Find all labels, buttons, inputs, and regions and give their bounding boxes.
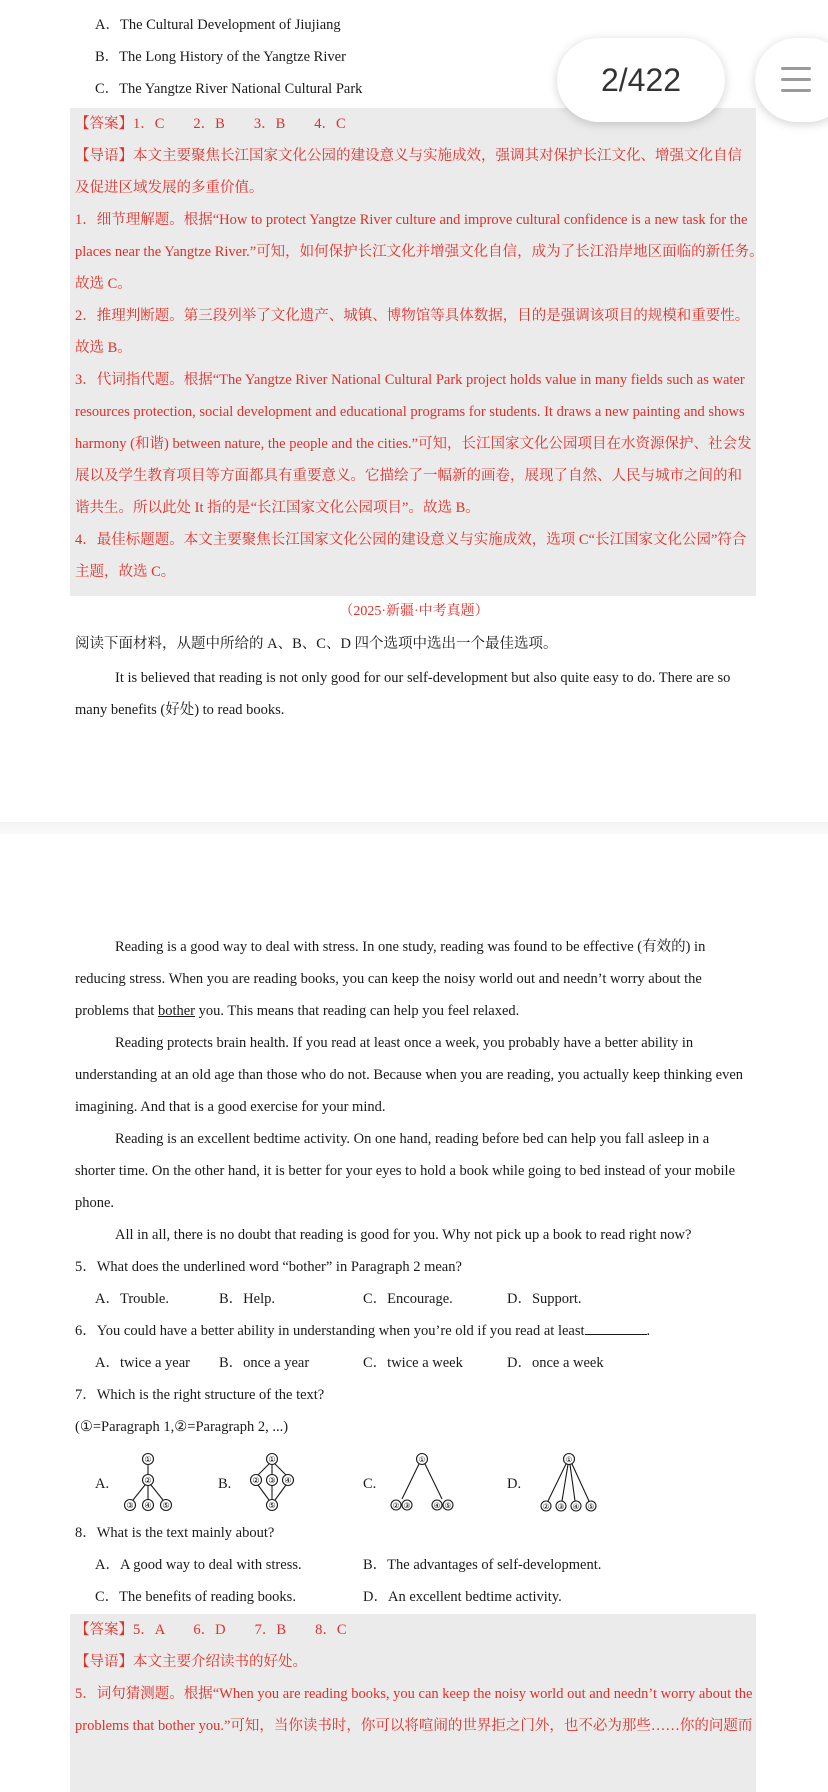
passage-line: imagining. And that is a good exercise for your mind. <box>75 1099 386 1115</box>
circled-label: ② <box>252 1476 260 1485</box>
passage-line: understanding at an old age than those who do not. Because when you are reading, you actually keep thinking even <box>75 1067 744 1083</box>
page-counter[interactable]: 2/422 <box>557 38 725 122</box>
document-page-top <box>0 0 828 822</box>
q7-option-b-label: B. <box>218 1476 232 1492</box>
explanation-line: 故选 C。 <box>75 276 132 292</box>
text-run: 6．You could have a better ability in understanding when you’re old if you read at least <box>75 1323 585 1339</box>
source-label: （2025·新疆·中考真题） <box>339 604 489 619</box>
circled-label: ⑤ <box>268 1501 276 1510</box>
q6-option-a: A．twice a year <box>95 1355 191 1371</box>
underlined-word: bother <box>157 1003 196 1019</box>
explanation-line: 5．词句猜测题。根据“When you are reading books, you can keep the noisy world out and needn’t worry about the <box>75 1686 753 1702</box>
question-7: 7．Which is the right structure of the text? <box>75 1387 325 1403</box>
q7-option-d-label: D. <box>507 1476 522 1492</box>
passage-line: reducing stress. When you are reading books, you can keep the noisy world out and needn’t worry about the <box>75 971 702 987</box>
circled-label: ④ <box>433 1501 441 1510</box>
answer-blank <box>585 1321 647 1335</box>
q8-option-d: D．An excellent bedtime activity. <box>363 1589 562 1605</box>
answer-line: 【答案】1．C 2．B 3．B 4．C <box>75 116 346 132</box>
instruction: 阅读下面材料，从题中所给的 A、B、C、D 四个选项中选出一个最佳选项。 <box>75 636 558 652</box>
circled-label: ③ <box>268 1476 276 1485</box>
option-c: C．The Yangtze River National Cultural Park <box>95 81 363 97</box>
explanation-line: 【导语】本文主要介绍读书的好处。 <box>75 1654 307 1670</box>
option-b: B．The Long History of the Yangtze River <box>95 49 346 65</box>
passage-line: Reading protects brain health. If you read at least once a week, you probably have a better ability in <box>115 1035 694 1051</box>
q7-option-a-label: A. <box>95 1476 110 1492</box>
structure-diagram-c <box>390 1452 464 1514</box>
explanation-line: 3．代词指代题。根据“The Yangtze River National Cultural Park project holds value in many fields such as water <box>75 372 745 388</box>
circled-label: ④ <box>284 1476 292 1485</box>
circled-label: ① <box>565 1455 573 1464</box>
text-run: problems that <box>75 1003 158 1019</box>
passage-line: phone. <box>75 1195 115 1211</box>
explanation-line: resources protection, social development and educational programs for students. It draws a new painting and shows <box>75 404 745 420</box>
passage-line: Reading is an excellent bedtime activity. On one hand, reading before bed can help you fall asleep in a <box>115 1131 710 1147</box>
question-7-note: (①=Paragraph 1,②=Paragraph 2, ...) <box>75 1419 289 1435</box>
q8-option-c: C．The benefits of reading books. <box>95 1589 296 1605</box>
explanation-line: 1．细节理解题。根据“How to protect Yangtze River culture and improve cultural confidence is a new task for the <box>75 212 748 228</box>
passage-line: Reading is a good way to deal with stress. In one study, reading was found to be effective (有效的) in <box>115 939 706 955</box>
page-separator <box>0 822 828 834</box>
passage-line: shorter time. On the other hand, it is better for your eyes to hold a book while going to bed instead of your mobile <box>75 1163 736 1179</box>
structure-diagram-b <box>244 1452 304 1514</box>
q5-option-b: B．Help. <box>219 1291 275 1307</box>
circled-label: ⑤ <box>444 1501 452 1510</box>
explanation-line: 展以及学生教育项目等方面都具有重要意义。它描绘了一幅新的画卷，展现了自然、人民与城市之间的和 <box>75 468 742 484</box>
circled-label: ③ <box>126 1501 134 1510</box>
q5-option-d: D．Support. <box>507 1291 582 1307</box>
q6-option-d: D．once a week <box>507 1355 604 1371</box>
question-8: 8．What is the text mainly about? <box>75 1525 275 1541</box>
circled-label: ⑤ <box>162 1501 170 1510</box>
q6-option-b: B．once a year <box>219 1355 310 1371</box>
q8-option-a: A．A good way to deal with stress. <box>95 1557 302 1573</box>
structure-diagram-d <box>534 1452 610 1514</box>
circled-label: ③ <box>557 1502 565 1511</box>
explanation-line: 及促进区域发展的多重价值。 <box>75 180 264 196</box>
question-6 <box>75 1321 755 1341</box>
explanation-line: 故选 B。 <box>75 340 132 356</box>
q5-option-a: A．Trouble. <box>95 1291 169 1307</box>
explanation-line: harmony (和谐) between nature, the people and the cities.”可知，长江国家文化公园项目在水资源保护、社会发 <box>75 436 752 452</box>
passage-line <box>75 1001 755 1021</box>
q7-option-c-label: C. <box>363 1476 377 1492</box>
circled-label: ⑤ <box>587 1502 595 1511</box>
passage-line: All in all, there is no doubt that reading is good for you. Why not pick up a book to read right now? <box>115 1227 692 1243</box>
q8-option-b: B．The advantages of self-development. <box>363 1557 602 1573</box>
explanation-line: 谐共生。所以此处 It 指的是“长江国家文化公园项目”。故选 B。 <box>75 500 480 516</box>
menu-icon <box>781 67 811 70</box>
structure-diagram-a <box>122 1452 192 1514</box>
circled-label: ② <box>542 1502 550 1511</box>
explanation-line: 主题，故选 C。 <box>75 564 176 580</box>
circled-label: ① <box>418 1455 426 1464</box>
explanation-line: 2．推理判断题。第三段列举了文化遗产、城镇、博物馆等具体数据，目的是强调该项目的规模和重要性。 <box>75 308 750 324</box>
answer-line: 【答案】5．A 6．D 7．B 8．C <box>75 1622 347 1638</box>
option-a: A．The Cultural Development of Jiujiang <box>95 17 341 33</box>
circled-label: ② <box>392 1501 400 1510</box>
circled-label: ① <box>268 1455 276 1464</box>
circled-label: ③ <box>403 1501 411 1510</box>
passage-line: many benefits (好处) to read books. <box>75 702 285 718</box>
q6-option-c: C．twice a week <box>363 1355 463 1371</box>
explanation-line: 【导语】本文主要聚焦长江国家文化公园的建设意义与实施成效，强调其对保护长江文化、增强文化自信 <box>75 148 742 164</box>
text-run: you. This means that reading can help you feel relaxed. <box>195 1003 520 1019</box>
circled-label: ① <box>144 1455 152 1464</box>
explanation-line: 4．最佳标题题。本文主要聚焦长江国家文化公园的建设意义与实施成效，选项 C“长江国家文化公园”符合 <box>75 532 747 548</box>
passage-line: It is believed that reading is not only good for our self-development but also quite easy to do. There are so <box>115 670 731 686</box>
menu-icon <box>781 89 811 92</box>
explanation-line: problems that bother you.”可知，当你读书时，你可以将喧闹的世界拒之门外，也不必为那些……你的问题而 <box>75 1718 753 1734</box>
q5-option-c: C．Encourage. <box>363 1291 453 1307</box>
circled-label: ② <box>144 1476 152 1485</box>
question-5: 5．What does the underlined word “bother” in Paragraph 2 mean? <box>75 1259 462 1275</box>
circled-label: ④ <box>144 1501 152 1510</box>
menu-icon <box>781 78 811 81</box>
document-page-bottom <box>0 834 828 1792</box>
explanation-line: places near the Yangtze River.”可知，如何保护长江文化并增强文化自信，成为了长江沿岸地区面临的新任务。 <box>75 244 764 260</box>
circled-label: ④ <box>572 1502 580 1511</box>
text-run: . <box>646 1323 651 1339</box>
